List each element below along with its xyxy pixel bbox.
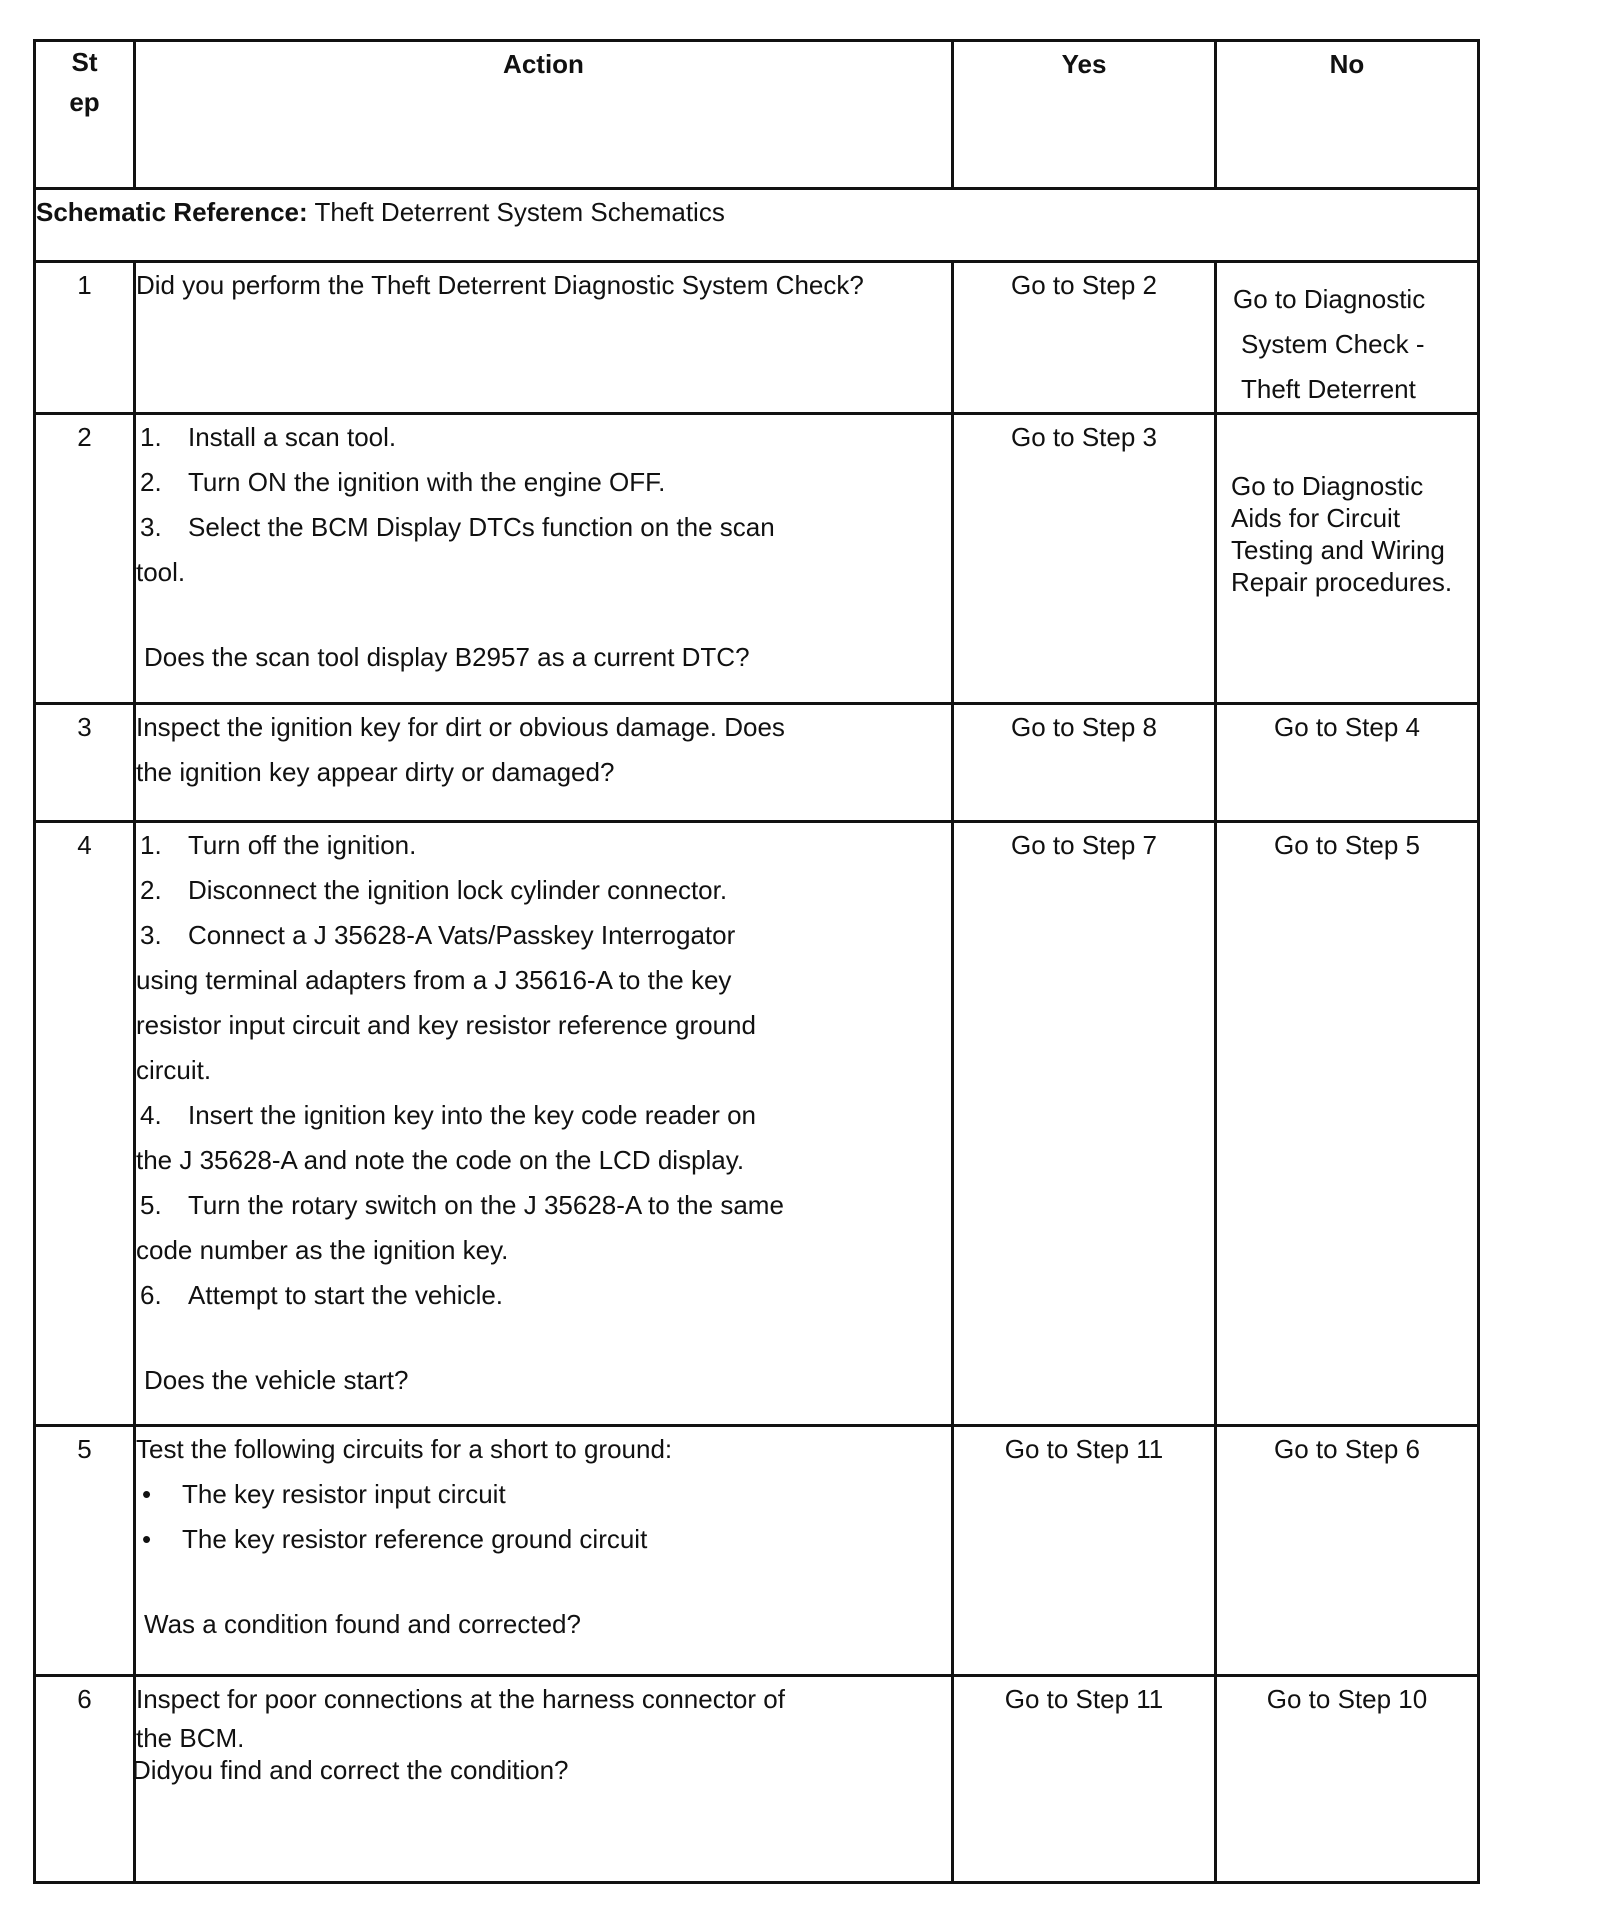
item-number: 2. (140, 467, 162, 497)
no-cell: Go to Step 5 (1216, 822, 1479, 1426)
action-line: the BCM. (136, 1723, 245, 1753)
item-number: 2. (140, 875, 162, 905)
item-number: 3. (140, 920, 162, 950)
yes-cell: Go to Step 11 (953, 1426, 1216, 1676)
table-row (35, 822, 1479, 1426)
item-number: 5. (140, 1190, 162, 1220)
item-text: Select the BCM Display DTCs function on the scan (188, 512, 775, 542)
action-line: the ignition key appear dirty or damaged? (136, 757, 615, 787)
step-number: 3 (35, 704, 135, 822)
no-cell: Go to Step 6 (1216, 1426, 1479, 1676)
action-cell (132, 1676, 953, 1883)
action-cell (135, 1426, 953, 1676)
item-text: Insert the ignition key into the key code reader on (188, 1100, 757, 1130)
no-line: System Check - (1241, 329, 1425, 359)
step-number: 4 (35, 822, 135, 1426)
schematic-reference (35, 189, 1479, 262)
item-continuation: circuit. (136, 1055, 212, 1085)
schematic-reference-row (35, 189, 1479, 262)
yes-cell: Go to Step 2 (953, 262, 1216, 414)
no-line: Aids for Circuit (1231, 503, 1401, 533)
no-line: Go to Diagnostic (1231, 471, 1424, 501)
no-cell (1216, 414, 1479, 704)
item-text: Turn off the ignition. (188, 830, 417, 860)
question-text: Does the scan tool display B2957 as a current DTC? (144, 642, 750, 672)
item-number: 6. (140, 1280, 162, 1310)
item-continuation: tool. (136, 557, 186, 587)
table-row (35, 1676, 1479, 1883)
item-text: Turn the rotary switch on the J 35628-A to the same (188, 1190, 784, 1220)
action-line: Inspect for poor connections at the harness connector of (136, 1684, 785, 1714)
bullet-icon: • (142, 1524, 152, 1554)
step-number: 2 (35, 414, 135, 704)
question-text: Does the vehicle start? (144, 1365, 409, 1395)
item-continuation: resistor input circuit and key resistor reference ground (136, 1010, 756, 1040)
item-text: Turn ON the ignition with the engine OFF. (188, 467, 666, 497)
action-intro: Test the following circuits for a short to ground: (136, 1434, 673, 1464)
schematic-label: Schematic Reference: (36, 197, 308, 227)
item-continuation: code number as the ignition key. (136, 1235, 509, 1265)
list-item (136, 1093, 951, 1138)
table-row (35, 704, 1479, 822)
action-text: Did you perform the Theft Deterrent Diagnostic System Check? (136, 270, 864, 300)
list-item (136, 913, 951, 958)
item-text: Connect a J 35628-A Vats/Passkey Interrogator (188, 920, 736, 950)
table-row (35, 1426, 1479, 1676)
bullet-item (136, 1472, 951, 1517)
no-line: Go to Diagnostic (1233, 284, 1426, 314)
item-number: 3. (140, 512, 162, 542)
item-text: Disconnect the ignition lock cylinder connector. (188, 875, 728, 905)
action-line: Inspect the ignition key for dirt or obvious damage. Does (136, 712, 785, 742)
list-item (136, 868, 951, 913)
yes-cell: Go to Step 7 (953, 822, 1216, 1426)
step-number: 5 (35, 1426, 135, 1676)
bullet-item (136, 1517, 951, 1562)
table-row (35, 262, 1479, 414)
no-line: Testing and Wiring (1231, 535, 1445, 565)
list-item (136, 1273, 951, 1318)
list-item (136, 505, 951, 550)
action-cell (135, 262, 953, 414)
step-number: 1 (35, 262, 135, 414)
step-number: 6 (35, 1676, 135, 1883)
item-number: 1. (140, 830, 162, 860)
header-step-line2: ep (69, 87, 100, 117)
yes-cell: Go to Step 11 (953, 1676, 1216, 1883)
yes-cell: Go to Step 3 (953, 414, 1216, 704)
list-item (136, 415, 951, 460)
header-no: No (1216, 41, 1479, 189)
no-cell: Go to Step 4 (1216, 704, 1479, 822)
yes-cell: Go to Step 8 (953, 704, 1216, 822)
header-action: Action (135, 41, 953, 189)
action-cell (135, 822, 953, 1426)
item-text: Install a scan tool. (188, 422, 397, 452)
header-row (35, 41, 1479, 189)
bullet-text: The key resistor reference ground circuit (182, 1524, 648, 1554)
bullet-icon: • (142, 1479, 152, 1509)
no-cell (1216, 262, 1479, 414)
item-number: 4. (140, 1100, 162, 1130)
header-step-line1: St (71, 47, 98, 77)
list-item (136, 1183, 951, 1228)
list-item (136, 460, 951, 505)
item-number: 1. (140, 422, 162, 452)
action-cell (135, 414, 953, 704)
question-text: Was a condition found and corrected? (144, 1609, 581, 1639)
schematic-value: Theft Deterrent System Schematics (314, 197, 725, 227)
no-line: Repair procedures. (1231, 567, 1453, 597)
item-continuation: the J 35628-A and note the code on the LCD display. (136, 1145, 745, 1175)
bullet-text: The key resistor input circuit (182, 1479, 506, 1509)
item-continuation: using terminal adapters from a J 35616-A to the key (136, 965, 732, 995)
action-cell (135, 704, 953, 822)
header-yes: Yes (953, 41, 1216, 189)
diagnostic-table (33, 39, 1480, 1884)
item-text: Attempt to start the vehicle. (188, 1280, 504, 1310)
list-item (136, 823, 951, 868)
no-line: Theft Deterrent (1241, 374, 1416, 404)
no-cell: Go to Step 10 (1216, 1676, 1479, 1883)
header-step (35, 41, 135, 189)
table-row (35, 414, 1479, 704)
question-text: Didyou find and correct the condition? (132, 1755, 569, 1785)
